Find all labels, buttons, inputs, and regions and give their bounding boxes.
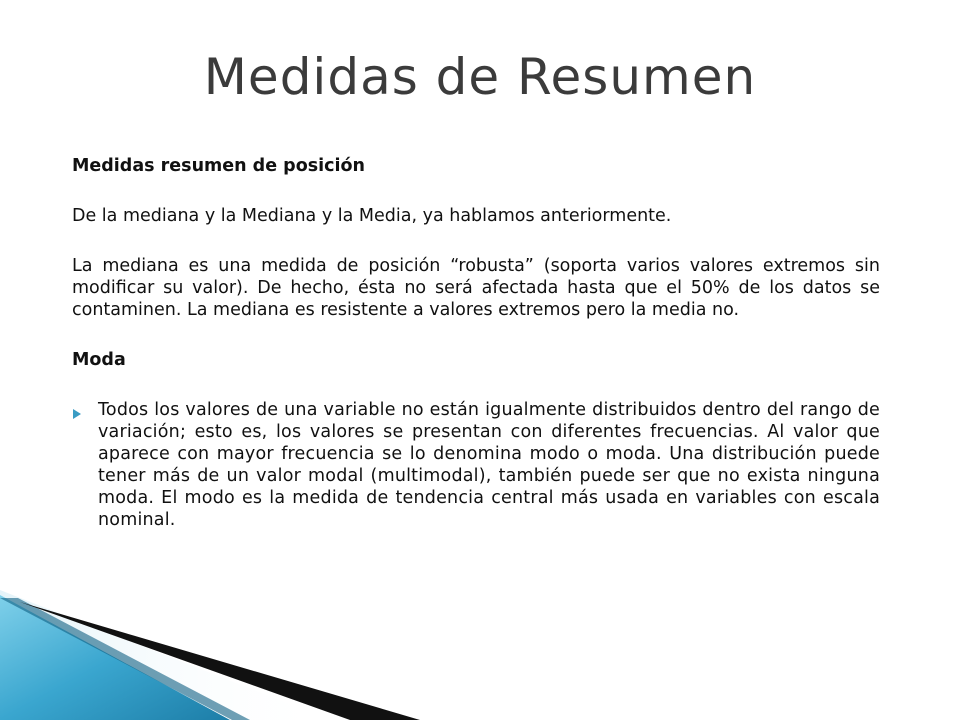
subheading: Medidas resumen de posición — [72, 156, 365, 176]
paragraph-intro: De la mediana y la Mediana y la Media, ya hablamos anteriormente. — [72, 206, 672, 226]
slide-title: Medidas de Resumen — [203, 48, 757, 106]
slide-body — [72, 155, 880, 531]
paragraph-median: La mediana es una medida de posición “robusta” (soporta varios valores extremos sin modificar su valor). De hecho, ésta no será afectada hasta que el 50% de los datos se contaminen. La mediana es resistente a valores extremos pero la media no. — [72, 256, 880, 320]
corner-decoration — [0, 590, 960, 720]
section-heading-moda: Moda — [72, 350, 126, 370]
bullet-text: Todos los valores de una variable no están igualmente distribuidos dentro del rango de variación; esto es, los valores se presentan con diferentes frecuencias. Al valor que aparece con mayor frecuencia se lo denomina modo o moda. Una distribución puede tener más de un valor modal (multimodal), también puede ser que no exista ninguna moda. El modo es la medida de tendencia central más usada en variables con escala nominal. — [98, 400, 880, 530]
triangle-bullet-icon — [72, 399, 98, 426]
bullet-item — [72, 399, 880, 531]
